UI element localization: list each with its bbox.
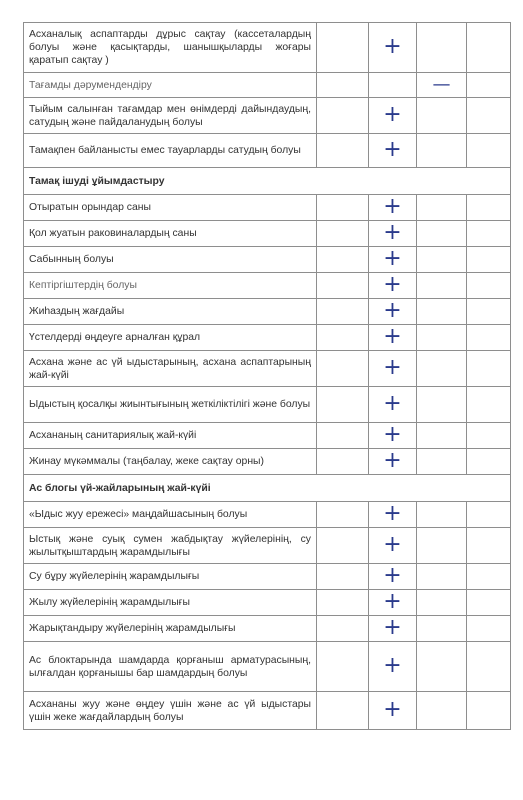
requirement-text: Сабынның болуы [24, 247, 317, 273]
mark-cell-c3 [369, 221, 417, 247]
mark-cell-c3 [369, 299, 417, 325]
handwritten-plus-mark: + [383, 34, 402, 59]
requirement-text: Ас блоктарында шамдарда қорғаныш арматурасының, ылғалдан қорғанышы бар шамдардың болуы [24, 642, 317, 692]
handwritten-plus-mark: + [383, 653, 402, 678]
mark-cell-c4 [417, 387, 467, 423]
mark-cell-c5 [467, 98, 511, 134]
mark-cell-c5 [467, 423, 511, 449]
mark-cell-c5 [467, 247, 511, 273]
mark-cell-c5 [467, 387, 511, 423]
mark-cell-c2 [317, 692, 369, 730]
mark-cell-c5 [467, 273, 511, 299]
mark-cell-c3 [369, 642, 417, 692]
checklist-row [24, 502, 511, 528]
mark-cell-c2 [317, 642, 369, 692]
mark-cell-c5 [467, 221, 511, 247]
mark-cell-c5 [467, 351, 511, 387]
mark-cell-c3 [369, 351, 417, 387]
mark-cell-c3 [369, 423, 417, 449]
mark-cell-c4 [417, 23, 467, 73]
mark-cell-c3 [369, 502, 417, 528]
mark-cell-c2 [317, 325, 369, 351]
requirement-text: Тағамды дәрумендендіру [24, 73, 317, 98]
checklist-row [24, 73, 511, 98]
handwritten-plus-mark: + [383, 563, 402, 588]
mark-cell-c5 [467, 564, 511, 590]
checklist-row [24, 325, 511, 351]
mark-cell-c3 [369, 528, 417, 564]
mark-cell-c3 [369, 692, 417, 730]
mark-cell-c4 [417, 616, 467, 642]
checklist-row [24, 423, 511, 449]
mark-cell-c5 [467, 73, 511, 98]
mark-cell-c3 [369, 273, 417, 299]
mark-cell-c4 [417, 564, 467, 590]
mark-cell-c4 [417, 502, 467, 528]
mark-cell-c4 [417, 423, 467, 449]
mark-cell-c2 [317, 221, 369, 247]
checklist-row [24, 247, 511, 273]
requirement-text: Тыйым салынған тағамдар мен өнімдерді дайындаудың, сатудың және пайдаланудың болуы [24, 98, 317, 134]
section-header-row [24, 475, 511, 502]
mark-cell-c2 [317, 564, 369, 590]
requirement-text: Кептіргіштердің болуы [24, 273, 317, 299]
mark-cell-c3 [369, 387, 417, 423]
mark-cell-c2 [317, 98, 369, 134]
mark-cell-c5 [467, 195, 511, 221]
handwritten-plus-mark: + [383, 102, 402, 127]
requirement-text: Қол жуатын раковиналардың саны [24, 221, 317, 247]
checklist-row [24, 134, 511, 168]
mark-cell-c2 [317, 387, 369, 423]
handwritten-plus-mark: + [383, 355, 402, 380]
mark-cell-c4 [417, 528, 467, 564]
mark-cell-c4 [417, 221, 467, 247]
checklist-row [24, 351, 511, 387]
mark-cell-c2 [317, 195, 369, 221]
mark-cell-c5 [467, 449, 511, 475]
handwritten-plus-mark: + [383, 589, 402, 614]
mark-cell-c4 [417, 325, 467, 351]
mark-cell-c2 [317, 449, 369, 475]
mark-cell-c4 [417, 195, 467, 221]
mark-cell-c3 [369, 590, 417, 616]
mark-cell-c5 [467, 502, 511, 528]
requirement-text: Жиһаздың жағдайы [24, 299, 317, 325]
mark-cell-c2 [317, 247, 369, 273]
checklist-row [24, 692, 511, 730]
mark-cell-c5 [467, 299, 511, 325]
checklist-row [24, 449, 511, 475]
checklist-row [24, 299, 511, 325]
mark-cell-c5 [467, 134, 511, 168]
requirement-text: Ыдыстың қосалқы жиынтығының жеткіліктілігі және болуы [24, 387, 317, 423]
requirement-text: Асхананың санитариялық жай-күйі [24, 423, 317, 449]
checklist-row [24, 616, 511, 642]
mark-cell-c2 [317, 273, 369, 299]
mark-cell-c5 [467, 23, 511, 73]
handwritten-plus-mark: + [383, 194, 402, 219]
checklist-row [24, 387, 511, 423]
mark-cell-c4 [417, 590, 467, 616]
mark-cell-c3 [369, 98, 417, 134]
mark-cell-c5 [467, 590, 511, 616]
mark-cell-c4 [417, 449, 467, 475]
handwritten-plus-mark: + [383, 615, 402, 640]
mark-cell-c2 [317, 590, 369, 616]
requirement-text: Су бұру жүйелерінің жарамдылығы [24, 564, 317, 590]
checklist-row [24, 642, 511, 692]
mark-cell-c4 [417, 642, 467, 692]
mark-cell-c2 [317, 23, 369, 73]
section-header-row [24, 168, 511, 195]
mark-cell-c3 [369, 325, 417, 351]
mark-cell-c5 [467, 528, 511, 564]
mark-cell-c4 [417, 73, 467, 98]
requirement-text: Асхананы жуу және өңдеу үшін және ас үй ыдыстары үшін жеке жағдайлардың болуы [24, 692, 317, 730]
section-title: Тамақ ішуді ұйымдастыру [24, 168, 511, 195]
handwritten-plus-mark: + [383, 324, 402, 349]
mark-cell-c3 [369, 73, 417, 98]
checklist-row [24, 564, 511, 590]
requirement-text: Үстелдерді өңдеуге арналған құрал [24, 325, 317, 351]
requirement-text: Жинау мүкәммалы (таңбалау, жеке сақтау орны) [24, 449, 317, 475]
mark-cell-c3 [369, 247, 417, 273]
mark-cell-c2 [317, 134, 369, 168]
requirement-text: Ыстық және суық сумен жабдықтау жүйелерінің, су жылытқыштардың жарамдылығы [24, 528, 317, 564]
mark-cell-c4 [417, 247, 467, 273]
handwritten-plus-mark: + [383, 391, 402, 416]
mark-cell-c5 [467, 692, 511, 730]
mark-cell-c2 [317, 73, 369, 98]
mark-cell-c3 [369, 134, 417, 168]
requirement-text: Асханалық аспаптарды дұрыс сақтау (кассеталардың болуы және қасықтарды, шанышқыларды жоғары қаратып сақтау ) [24, 23, 317, 73]
checklist-row [24, 195, 511, 221]
handwritten-plus-mark: + [383, 501, 402, 526]
inspection-checklist-table [23, 22, 511, 730]
mark-cell-c5 [467, 642, 511, 692]
mark-cell-c3 [369, 449, 417, 475]
mark-cell-c2 [317, 351, 369, 387]
handwritten-plus-mark: + [383, 422, 402, 447]
checklist-row [24, 98, 511, 134]
handwritten-dash-mark: — [432, 74, 451, 95]
mark-cell-c2 [317, 528, 369, 564]
handwritten-plus-mark: + [383, 220, 402, 245]
handwritten-plus-mark: + [383, 532, 402, 557]
mark-cell-c2 [317, 502, 369, 528]
handwritten-plus-mark: + [383, 272, 402, 297]
mark-cell-c3 [369, 616, 417, 642]
requirement-text: Жылу жүйелерінің жарамдылығы [24, 590, 317, 616]
section-title: Ас блогы үй-жайларының жай-күйі [24, 475, 511, 502]
requirement-text: Асхана және ас үй ыдыстарының, асхана аспаптарының жай-күйі [24, 351, 317, 387]
mark-cell-c5 [467, 325, 511, 351]
mark-cell-c4 [417, 692, 467, 730]
handwritten-plus-mark: + [383, 298, 402, 323]
mark-cell-c5 [467, 616, 511, 642]
handwritten-plus-mark: + [383, 697, 402, 722]
requirement-text: «Ыдыс жуу ережесі» маңдайшасының болуы [24, 502, 317, 528]
requirement-text: Жарықтандыру жүйелерінің жарамдылығы [24, 616, 317, 642]
checklist-row [24, 528, 511, 564]
checklist-row [24, 23, 511, 73]
mark-cell-c2 [317, 423, 369, 449]
mark-cell-c4 [417, 134, 467, 168]
mark-cell-c4 [417, 351, 467, 387]
mark-cell-c3 [369, 195, 417, 221]
mark-cell-c3 [369, 564, 417, 590]
mark-cell-c2 [317, 299, 369, 325]
handwritten-plus-mark: + [383, 137, 402, 162]
checklist-row [24, 221, 511, 247]
mark-cell-c4 [417, 273, 467, 299]
requirement-text: Тамақпен байланысты емес тауарларды сатудың болуы [24, 134, 317, 168]
mark-cell-c4 [417, 299, 467, 325]
requirement-text: Отыратын орындар саны [24, 195, 317, 221]
checklist-row [24, 590, 511, 616]
mark-cell-c3 [369, 23, 417, 73]
mark-cell-c4 [417, 98, 467, 134]
handwritten-plus-mark: + [383, 448, 402, 473]
mark-cell-c2 [317, 616, 369, 642]
checklist-row [24, 273, 511, 299]
handwritten-plus-mark: + [383, 246, 402, 271]
